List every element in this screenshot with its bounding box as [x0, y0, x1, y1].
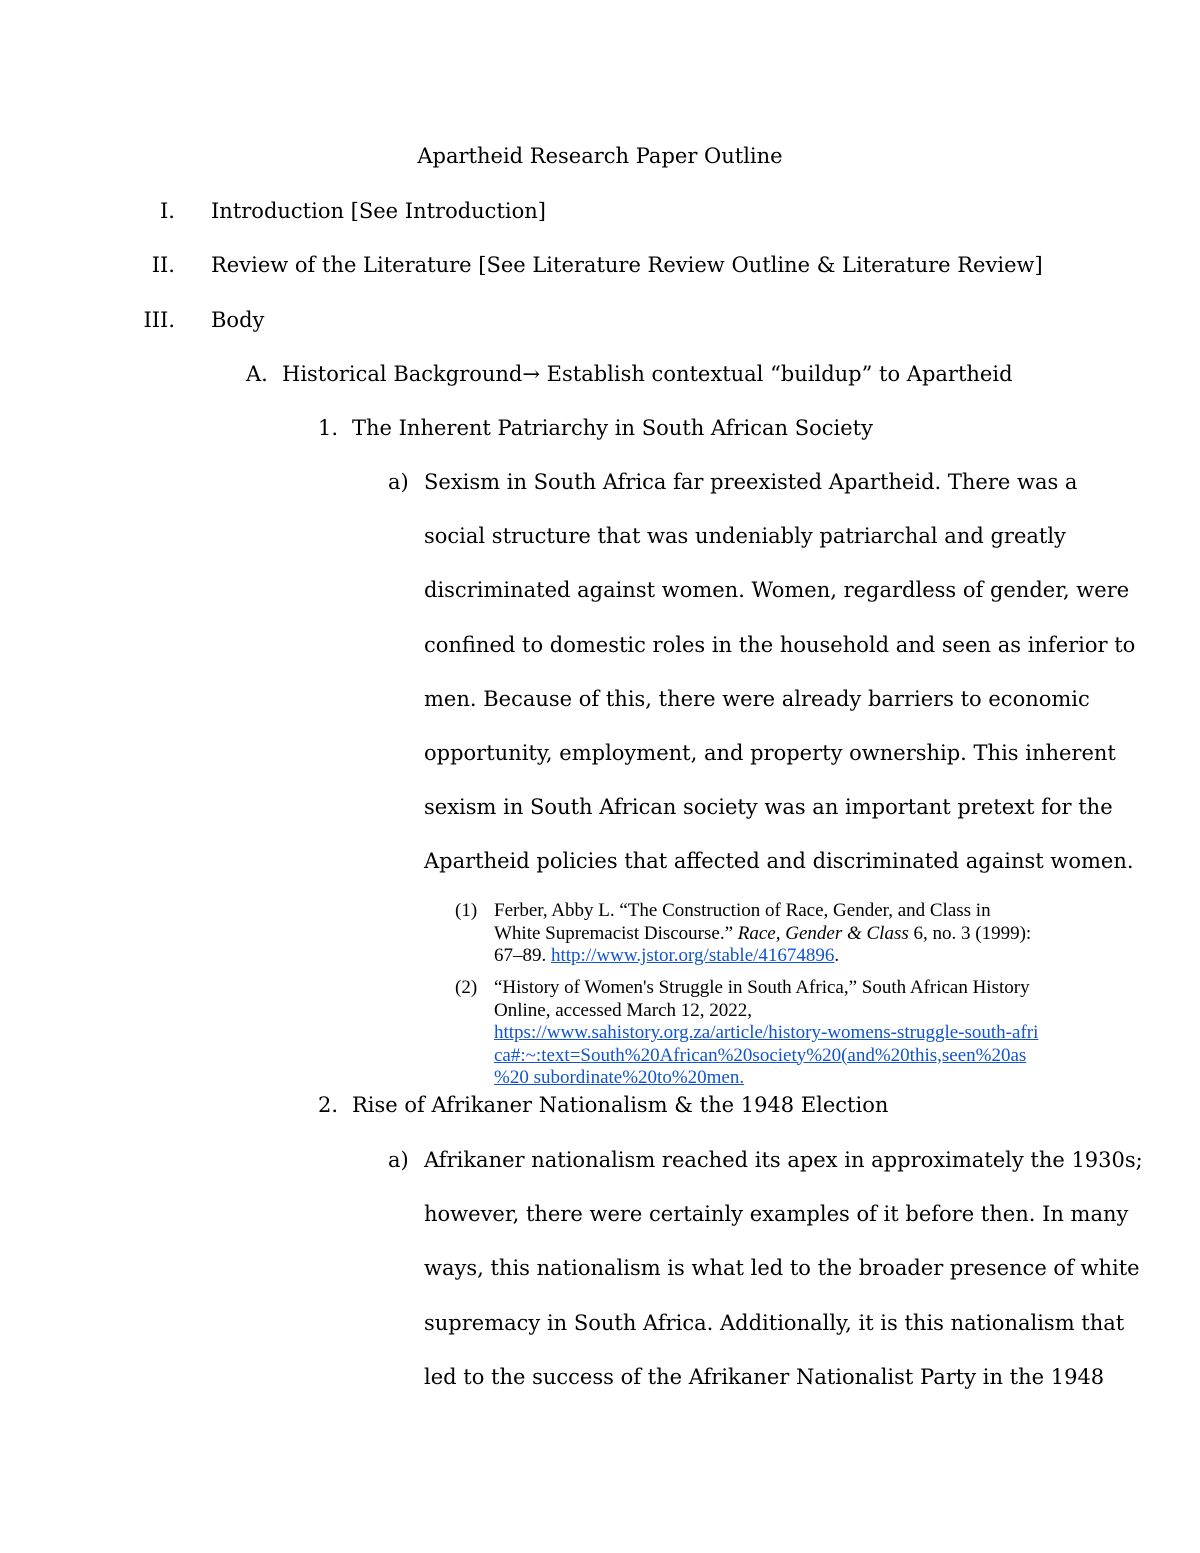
- citation-1: [494, 900, 1074, 968]
- page-title: Apartheid Research Paper Outline: [417, 144, 783, 168]
- item-inherent-patriarchy: The Inherent Patriarchy in South African Society: [352, 416, 873, 440]
- section-literature-review: Review of the Literature [See Literature Review Outline & Literature Review]: [211, 253, 1043, 277]
- citation-line: [494, 945, 1074, 968]
- paragraph-line: discriminated against women. Women, regardless of gender, were: [424, 578, 1130, 603]
- paragraph-line: opportunity, employment, and property ownership. This inherent: [424, 741, 1116, 766]
- item-2a-marker: a): [388, 1148, 409, 1172]
- sahistory-link[interactable]: ca#:~:text=South%20African%20society%20(and%20this,seen%20as: [494, 1044, 1027, 1066]
- citation-line: [494, 923, 1074, 946]
- citation-line: Ferber, Abby L. “The Construction of Race, Gender, and Class in: [494, 900, 991, 921]
- citation-2-marker: (2): [455, 977, 478, 998]
- sahistory-link[interactable]: https://www.sahistory.org.za/article/history-womens-struggle-south-afri: [494, 1022, 1039, 1043]
- citation-line: Online, accessed March 12, 2022,: [494, 999, 753, 1021]
- paragraph-line: however, there were certainly examples of it before then. In many: [424, 1202, 1129, 1227]
- paragraph-line: led to the success of the Afrikaner Nationalist Party in the 1948: [424, 1364, 1105, 1389]
- item-1a-marker: a): [388, 470, 409, 494]
- paragraph-line: supremacy in South Africa. Additionally, it is this nationalism that: [424, 1310, 1125, 1335]
- sahistory-link[interactable]: %20 subordinate%20to%20men.: [494, 1067, 745, 1088]
- citation-1-marker: (1): [455, 900, 478, 921]
- section-introduction: Introduction [See Introduction]: [211, 199, 546, 223]
- section-marker-3: III.: [143, 308, 175, 332]
- item-afrikaner-nationalism: Rise of Afrikaner Nationalism & the 1948 Election: [352, 1093, 889, 1117]
- item-2a-paragraph: [424, 1133, 1143, 1404]
- paragraph-line: sexism in South African society was an important pretext for the: [424, 795, 1113, 820]
- citation-text: .: [834, 945, 840, 966]
- subsection-a-marker: A.: [246, 362, 268, 386]
- paragraph-line: ways, this nationalism is what led to the broader presence of white: [424, 1256, 1140, 1281]
- jstor-link[interactable]: http://www.jstor.org/stable/41674896: [551, 945, 835, 966]
- journal-title: Race, Gender & Class: [737, 922, 909, 944]
- paragraph-line: Afrikaner nationalism reached its apex in approximately the 1930s;: [424, 1148, 1143, 1172]
- paragraph-line: men. Because of this, there were already barriers to economic: [424, 686, 1090, 711]
- paragraph-line: confined to domestic roles in the household and seen as inferior to: [424, 632, 1136, 657]
- section-marker-2: II.: [151, 253, 175, 277]
- citation-text: 6, no. 3 (1999):: [908, 922, 1032, 944]
- paragraph-line: social structure that was undeniably patriarchal and greatly: [424, 524, 1066, 549]
- citation-text: 67–89.: [494, 945, 551, 966]
- paragraph-line: Sexism in South Africa far preexisted Apartheid. There was a: [424, 470, 1078, 494]
- section-marker-1: I.: [160, 199, 175, 223]
- item-1-marker: 1.: [318, 416, 339, 440]
- paragraph-line: Apartheid policies that affected and discriminated against women.: [424, 849, 1134, 874]
- citation-2: [494, 977, 1074, 1090]
- section-body: Body: [211, 308, 265, 332]
- subsection-historical-background: Historical Background→ Establish contextual “buildup” to Apartheid: [282, 362, 1013, 386]
- citation-text: White Supremacist Discourse.”: [494, 922, 738, 944]
- item-1a-paragraph: [424, 455, 1136, 889]
- item-2-marker: 2.: [318, 1093, 339, 1117]
- citation-line: “History of Women's Struggle in South Africa,” South African History: [494, 977, 1030, 998]
